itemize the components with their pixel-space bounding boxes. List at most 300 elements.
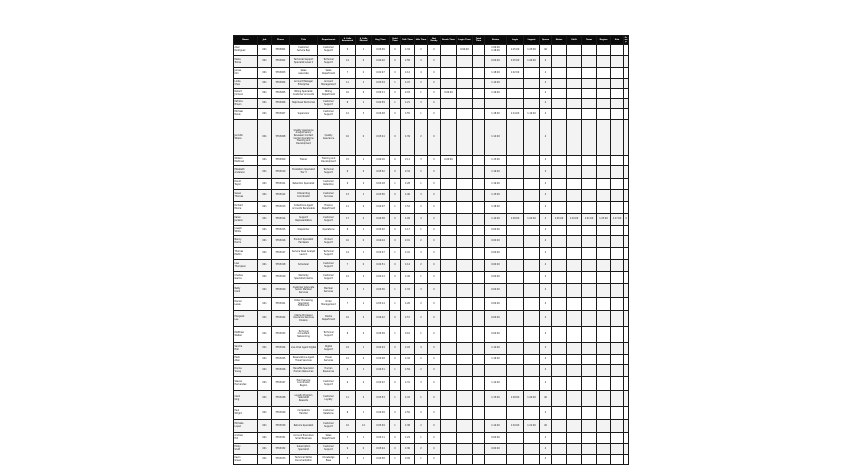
table-cell[interactable]	[507, 377, 524, 391]
table-cell[interactable]: Supervisor	[290, 109, 318, 120]
table-cell[interactable]: 1:14:00	[485, 343, 507, 355]
table-cell[interactable]: 12	[340, 355, 356, 365]
table-cell[interactable]: Charles Garcia	[234, 272, 258, 284]
table-cell[interactable]: 0	[390, 56, 401, 68]
table-cell[interactable]: 2	[356, 214, 372, 226]
table-cell[interactable]: Billing Department	[318, 89, 340, 99]
table-cell[interactable]: 1	[390, 327, 401, 343]
table-cell[interactable]: William Martinez	[234, 156, 258, 166]
table-cell[interactable]	[567, 272, 582, 284]
table-cell[interactable]	[597, 190, 611, 202]
table-cell[interactable]: 5553019	[272, 272, 290, 284]
table-cell[interactable]: 0:00:00	[485, 444, 507, 455]
table-cell[interactable]: 001	[258, 56, 272, 68]
table-cell[interactable]	[507, 226, 524, 236]
table-cell[interactable]: 0	[390, 190, 401, 202]
table-cell[interactable]	[441, 99, 457, 109]
table-cell[interactable]: 2	[415, 298, 428, 311]
table-cell[interactable]: 0	[428, 327, 441, 343]
table-cell[interactable]: 0	[428, 391, 441, 407]
table-cell[interactable]: 1:59	[401, 365, 415, 377]
table-cell[interactable]: 001	[258, 444, 272, 455]
table-cell[interactable]: 4	[540, 226, 552, 236]
table-cell[interactable]: Technical Support	[318, 327, 340, 343]
table-cell[interactable]: 001	[258, 420, 272, 433]
table-cell[interactable]	[624, 179, 629, 190]
table-cell[interactable]	[624, 272, 629, 284]
table-cell[interactable]	[582, 365, 597, 377]
table-cell[interactable]: Abel Rodriguez	[234, 45, 258, 56]
table-cell[interactable]: Sandra Hall	[234, 343, 258, 355]
table-cell[interactable]	[567, 99, 582, 109]
table-cell[interactable]: 0:00:00	[485, 236, 507, 248]
table-cell[interactable]: 10	[340, 311, 356, 327]
table-cell[interactable]: 1:47	[401, 79, 415, 89]
table-cell[interactable]: Maria Torres	[234, 56, 258, 68]
table-cell[interactable]: Nancy Harris	[234, 236, 258, 248]
table-cell[interactable]: Travel Services	[318, 355, 340, 365]
table-cell[interactable]	[567, 248, 582, 260]
table-cell[interactable]	[441, 365, 457, 377]
table-cell[interactable]: 001	[258, 248, 272, 260]
table-cell[interactable]: 0	[428, 109, 441, 120]
table-cell[interactable]	[567, 433, 582, 444]
table-cell[interactable]: 0	[428, 166, 441, 179]
table-cell[interactable]: 1:15:00	[485, 190, 507, 202]
table-cell[interactable]: 5553027	[272, 377, 290, 391]
table-cell[interactable]	[597, 355, 611, 365]
table-row[interactable]	[234, 248, 629, 260]
column-header[interactable]: Queue	[540, 36, 552, 45]
table-cell[interactable]	[567, 202, 582, 214]
table-cell[interactable]	[441, 407, 457, 420]
table-cell[interactable]	[597, 68, 611, 79]
table-cell[interactable]: Patricia Brown	[234, 99, 258, 109]
table-cell[interactable]: 0:00:00	[485, 284, 507, 298]
table-cell[interactable]: 0	[356, 236, 372, 248]
table-cell[interactable]: Daniel Lewis	[234, 298, 258, 311]
table-cell[interactable]	[457, 327, 473, 343]
table-cell[interactable]: 0:00:00	[485, 433, 507, 444]
table-cell[interactable]: 0:03:53	[372, 391, 390, 407]
table-cell[interactable]: 4	[540, 248, 552, 260]
table-cell[interactable]: Emily Scott	[234, 444, 258, 455]
table-cell[interactable]	[611, 236, 624, 248]
table-cell[interactable]	[567, 420, 582, 433]
table-cell[interactable]: 001	[258, 311, 272, 327]
table-cell[interactable]: 5553015	[272, 226, 290, 236]
table-cell[interactable]	[524, 99, 540, 109]
table-cell[interactable]: 0:02:47	[372, 68, 390, 79]
table-cell[interactable]: 2:09	[401, 455, 415, 465]
table-cell[interactable]: 1:28	[401, 179, 415, 190]
table-cell[interactable]	[582, 190, 597, 202]
table-cell[interactable]: 4	[540, 156, 552, 166]
table-cell[interactable]	[507, 166, 524, 179]
table-cell[interactable]: Jennifer Wilson	[234, 120, 258, 156]
table-cell[interactable]	[552, 420, 567, 433]
table-cell[interactable]	[624, 455, 629, 465]
table-cell[interactable]: Customer Support	[318, 420, 340, 433]
table-cell[interactable]: 10	[340, 236, 356, 248]
table-cell[interactable]: 001	[258, 190, 272, 202]
table-cell[interactable]	[624, 260, 629, 272]
table-cell[interactable]: 4	[540, 355, 552, 365]
table-cell[interactable]: 2	[415, 355, 428, 365]
table-cell[interactable]: 4	[540, 272, 552, 284]
table-cell[interactable]	[441, 444, 457, 455]
table-cell[interactable]	[611, 391, 624, 407]
table-cell[interactable]	[597, 109, 611, 120]
table-cell[interactable]: 1	[390, 455, 401, 465]
table-cell[interactable]	[597, 89, 611, 99]
table-cell[interactable]: 2	[415, 311, 428, 327]
table-cell[interactable]	[457, 391, 473, 407]
table-cell[interactable]	[507, 272, 524, 284]
table-cell[interactable]	[624, 298, 629, 311]
column-header[interactable]: Login Time	[457, 36, 473, 45]
table-cell[interactable]: Scheduler	[290, 260, 318, 272]
table-cell[interactable]: 5553006	[272, 99, 290, 109]
table-row[interactable]	[234, 327, 629, 343]
table-cell[interactable]: Elizabeth Anderson	[234, 166, 258, 179]
table-cell[interactable]: 5553001	[272, 45, 290, 56]
table-cell[interactable]: 5553002	[272, 56, 290, 68]
table-cell[interactable]: Andrew Hill	[234, 433, 258, 444]
table-cell[interactable]: 0	[428, 433, 441, 444]
table-cell[interactable]	[597, 284, 611, 298]
table-cell[interactable]: 5553010	[272, 166, 290, 179]
table-cell[interactable]	[552, 343, 567, 355]
table-row[interactable]	[234, 298, 629, 311]
table-cell[interactable]: 1	[356, 190, 372, 202]
table-cell[interactable]: 4	[540, 311, 552, 327]
table-cell[interactable]	[473, 226, 485, 236]
table-cell[interactable]: 4	[540, 444, 552, 455]
table-row[interactable]	[234, 109, 629, 120]
table-cell[interactable]	[567, 68, 582, 79]
table-cell[interactable]: Customer Support	[318, 45, 340, 56]
table-cell[interactable]: Field Service Coordinator Region	[290, 377, 318, 391]
table-cell[interactable]: 4	[540, 298, 552, 311]
table-cell[interactable]	[485, 407, 507, 420]
table-cell[interactable]	[473, 89, 485, 99]
table-cell[interactable]	[457, 298, 473, 311]
table-cell[interactable]: Richard Moore	[234, 202, 258, 214]
table-cell[interactable]: 5553032	[272, 444, 290, 455]
table-cell[interactable]	[457, 365, 473, 377]
table-cell[interactable]: 0	[390, 260, 401, 272]
table-row[interactable]	[234, 407, 629, 420]
table-cell[interactable]	[611, 343, 624, 355]
table-cell[interactable]: Customer Support	[318, 260, 340, 272]
table-cell[interactable]: 1:17	[401, 226, 415, 236]
table-cell[interactable]	[473, 248, 485, 260]
table-cell[interactable]: 0:03:29	[372, 420, 390, 433]
table-cell[interactable]: 1:14:00	[485, 120, 507, 156]
table-cell[interactable]	[567, 89, 582, 99]
table-cell[interactable]	[582, 99, 597, 109]
table-cell[interactable]	[524, 68, 540, 79]
table-cell[interactable]	[524, 377, 540, 391]
table-cell[interactable]	[507, 355, 524, 365]
table-cell[interactable]	[624, 202, 629, 214]
table-cell[interactable]	[611, 365, 624, 377]
table-row[interactable]	[234, 179, 629, 190]
table-cell[interactable]: 1:26	[401, 298, 415, 311]
table-cell[interactable]: 1	[356, 79, 372, 89]
table-cell[interactable]: 1:43	[401, 391, 415, 407]
table-cell[interactable]: 3	[415, 284, 428, 298]
table-cell[interactable]: 0	[356, 120, 372, 156]
table-cell[interactable]: 2	[415, 120, 428, 156]
table-cell[interactable]	[457, 226, 473, 236]
table-cell[interactable]	[473, 68, 485, 79]
table-cell[interactable]	[473, 407, 485, 420]
table-cell[interactable]: 2	[356, 179, 372, 190]
table-cell[interactable]: 5553028	[272, 391, 290, 407]
table-cell[interactable]	[624, 365, 629, 377]
table-cell[interactable]	[524, 79, 540, 89]
table-cell[interactable]: 40	[540, 45, 552, 56]
table-cell[interactable]: Customer Success	[318, 190, 340, 202]
column-header[interactable]: Phone	[272, 36, 290, 45]
table-cell[interactable]	[473, 214, 485, 226]
table-cell[interactable]	[441, 298, 457, 311]
table-cell[interactable]: 1	[415, 327, 428, 343]
table-cell[interactable]: 4	[540, 56, 552, 68]
table-cell[interactable]: 001	[258, 45, 272, 56]
table-cell[interactable]: 001	[258, 355, 272, 365]
table-cell[interactable]: 5553021	[272, 298, 290, 311]
table-cell[interactable]	[473, 156, 485, 166]
table-cell[interactable]: 14	[340, 56, 356, 68]
table-cell[interactable]: 0	[428, 343, 441, 355]
table-cell[interactable]	[441, 68, 457, 79]
table-cell[interactable]	[552, 327, 567, 343]
table-cell[interactable]	[582, 355, 597, 365]
table-cell[interactable]	[624, 343, 629, 355]
table-cell[interactable]: 001	[258, 236, 272, 248]
table-cell[interactable]	[624, 327, 629, 343]
table-cell[interactable]: 0	[428, 260, 441, 272]
table-cell[interactable]	[457, 190, 473, 202]
table-cell[interactable]: 1	[390, 202, 401, 214]
table-cell[interactable]: 0:04:28	[372, 109, 390, 120]
table-cell[interactable]	[457, 377, 473, 391]
table-cell[interactable]: Customer Advocate Senior Member Services	[290, 284, 318, 298]
table-cell[interactable]	[507, 79, 524, 89]
table-cell[interactable]	[552, 56, 567, 68]
table-cell[interactable]: 0	[356, 166, 372, 179]
table-cell[interactable]	[457, 202, 473, 214]
table-cell[interactable]: 0	[390, 68, 401, 79]
table-cell[interactable]	[611, 455, 624, 465]
table-cell[interactable]	[597, 166, 611, 179]
column-header[interactable]: Job	[258, 36, 272, 45]
table-cell[interactable]: 1:14:00	[485, 214, 507, 226]
table-cell[interactable]: 0	[356, 56, 372, 68]
table-cell[interactable]	[582, 444, 597, 455]
table-cell[interactable]: 2	[415, 365, 428, 377]
table-cell[interactable]: 2	[415, 260, 428, 272]
table-cell[interactable]: 4	[540, 109, 552, 120]
table-cell[interactable]	[507, 311, 524, 327]
table-row[interactable]	[234, 455, 629, 465]
table-cell[interactable]: 0:00:00	[485, 248, 507, 260]
table-cell[interactable]: 1:39	[401, 120, 415, 156]
table-cell[interactable]: 1:16:00	[485, 355, 507, 365]
table-cell[interactable]: 6	[340, 166, 356, 179]
table-cell[interactable]	[507, 202, 524, 214]
table-cell[interactable]: 5553008	[272, 120, 290, 156]
table-cell[interactable]: 1	[390, 248, 401, 260]
table-cell[interactable]	[597, 433, 611, 444]
table-row[interactable]	[234, 68, 629, 79]
table-cell[interactable]: 3	[415, 248, 428, 260]
table-row[interactable]	[234, 214, 629, 226]
table-cell[interactable]: 0	[390, 407, 401, 420]
table-cell[interactable]: 2:34	[401, 166, 415, 179]
table-cell[interactable]: 5553014	[272, 214, 290, 226]
table-cell[interactable]	[597, 377, 611, 391]
table-cell[interactable]	[582, 455, 597, 465]
table-cell[interactable]: Account Management	[318, 79, 340, 89]
table-cell[interactable]	[582, 420, 597, 433]
table-cell[interactable]: 4	[540, 260, 552, 272]
table-cell[interactable]: 5553029	[272, 407, 290, 420]
table-cell[interactable]	[567, 260, 582, 272]
table-cell[interactable]: 1:41	[401, 248, 415, 260]
table-cell[interactable]: Michelle Lopez	[234, 420, 258, 433]
table-cell[interactable]: 1:18:00	[507, 214, 524, 226]
table-cell[interactable]: 0	[428, 407, 441, 420]
column-header[interactable]: Department	[318, 36, 340, 45]
table-cell[interactable]: 0:04:02	[372, 56, 390, 68]
table-cell[interactable]: 0:02:38	[372, 214, 390, 226]
table-cell[interactable]: 0	[428, 68, 441, 79]
table-cell[interactable]	[552, 79, 567, 89]
column-header[interactable]: Notes	[552, 36, 567, 45]
table-cell[interactable]: 1:24	[401, 433, 415, 444]
table-cell[interactable]	[624, 68, 629, 79]
table-cell[interactable]: David Taylor	[234, 179, 258, 190]
table-cell[interactable]	[624, 311, 629, 327]
table-cell[interactable]	[597, 45, 611, 56]
table-cell[interactable]: 0	[390, 89, 401, 99]
table-row[interactable]	[234, 45, 629, 56]
table-cell[interactable]: 0:04:16	[372, 156, 390, 166]
table-cell[interactable]: 5553013	[272, 202, 290, 214]
table-cell[interactable]	[473, 79, 485, 89]
table-cell[interactable]	[582, 407, 597, 420]
table-cell[interactable]	[507, 433, 524, 444]
table-cell[interactable]: 0	[356, 355, 372, 365]
table-cell[interactable]	[624, 444, 629, 455]
table-cell[interactable]: 1:33	[401, 284, 415, 298]
table-row[interactable]	[234, 311, 629, 327]
column-header[interactable]: Logout	[524, 36, 540, 45]
table-cell[interactable]: Service Desk Analyst Level 1	[290, 248, 318, 260]
table-cell[interactable]	[473, 99, 485, 109]
table-cell[interactable]: 2:01	[401, 236, 415, 248]
table-cell[interactable]	[473, 45, 485, 56]
table-cell[interactable]: 1	[415, 226, 428, 236]
table-cell[interactable]: 5553004	[272, 79, 290, 89]
table-cell[interactable]	[507, 248, 524, 260]
table-cell[interactable]	[441, 166, 457, 179]
table-cell[interactable]	[611, 156, 624, 166]
table-cell[interactable]	[441, 236, 457, 248]
table-cell[interactable]	[473, 343, 485, 355]
table-cell[interactable]: 0:03:34	[372, 79, 390, 89]
table-cell[interactable]: Training and Development	[318, 156, 340, 166]
table-cell[interactable]: 14	[340, 248, 356, 260]
table-cell[interactable]: 0:00:00	[441, 89, 457, 99]
table-cell[interactable]	[567, 327, 582, 343]
table-cell[interactable]: 40	[540, 420, 552, 433]
table-cell[interactable]	[552, 365, 567, 377]
table-cell[interactable]: 1	[390, 391, 401, 407]
table-cell[interactable]: 0:04:31	[372, 365, 390, 377]
table-cell[interactable]: 0:00:00	[441, 156, 457, 166]
table-cell[interactable]: 4	[540, 166, 552, 179]
table-cell[interactable]: 0:03:27	[372, 248, 390, 260]
table-cell[interactable]: 4	[540, 407, 552, 420]
table-cell[interactable]	[552, 166, 567, 179]
table-cell[interactable]	[473, 236, 485, 248]
table-cell[interactable]: Claims Department	[318, 311, 340, 327]
table-cell[interactable]: 1:20:00	[524, 391, 540, 407]
table-cell[interactable]: Order Processing Specialist Fulfillment	[290, 298, 318, 311]
table-cell[interactable]: Returns Specialist	[290, 420, 318, 433]
table-cell[interactable]: 1:19:00	[485, 179, 507, 190]
table-cell[interactable]	[457, 260, 473, 272]
table-cell[interactable]: 0	[390, 166, 401, 179]
table-cell[interactable]: 001	[258, 455, 272, 465]
table-cell[interactable]: 5553011	[272, 179, 290, 190]
table-row[interactable]	[234, 236, 629, 248]
table-cell[interactable]: 1	[390, 179, 401, 190]
table-cell[interactable]	[624, 226, 629, 236]
table-cell[interactable]: 1:57	[401, 311, 415, 327]
table-cell[interactable]	[473, 444, 485, 455]
table-row[interactable]	[234, 433, 629, 444]
table-cell[interactable]: Steven Hernandez	[234, 377, 258, 391]
table-cell[interactable]	[611, 56, 624, 68]
table-cell[interactable]	[567, 166, 582, 179]
table-cell[interactable]	[441, 79, 457, 89]
table-cell[interactable]: 1	[390, 298, 401, 311]
table-cell[interactable]: Customer Loyalty	[318, 391, 340, 407]
table-cell[interactable]: Donna Young	[234, 365, 258, 377]
table-cell[interactable]: 1:22:00	[507, 68, 524, 79]
table-cell[interactable]: 0:04:13	[372, 272, 390, 284]
table-row[interactable]	[234, 420, 629, 433]
table-cell[interactable]: 001	[258, 365, 272, 377]
table-cell[interactable]: 1:15:00	[507, 45, 524, 56]
table-cell[interactable]: 1	[415, 391, 428, 407]
table-cell[interactable]: 5553016	[272, 236, 290, 248]
table-cell[interactable]: 1	[390, 284, 401, 298]
table-cell[interactable]	[611, 298, 624, 311]
table-cell[interactable]: 0	[428, 311, 441, 327]
table-cell[interactable]	[441, 260, 457, 272]
table-cell[interactable]: 001	[258, 214, 272, 226]
table-cell[interactable]: 12	[356, 420, 372, 433]
table-cell[interactable]: 13	[340, 190, 356, 202]
table-cell[interactable]: 1	[415, 109, 428, 120]
